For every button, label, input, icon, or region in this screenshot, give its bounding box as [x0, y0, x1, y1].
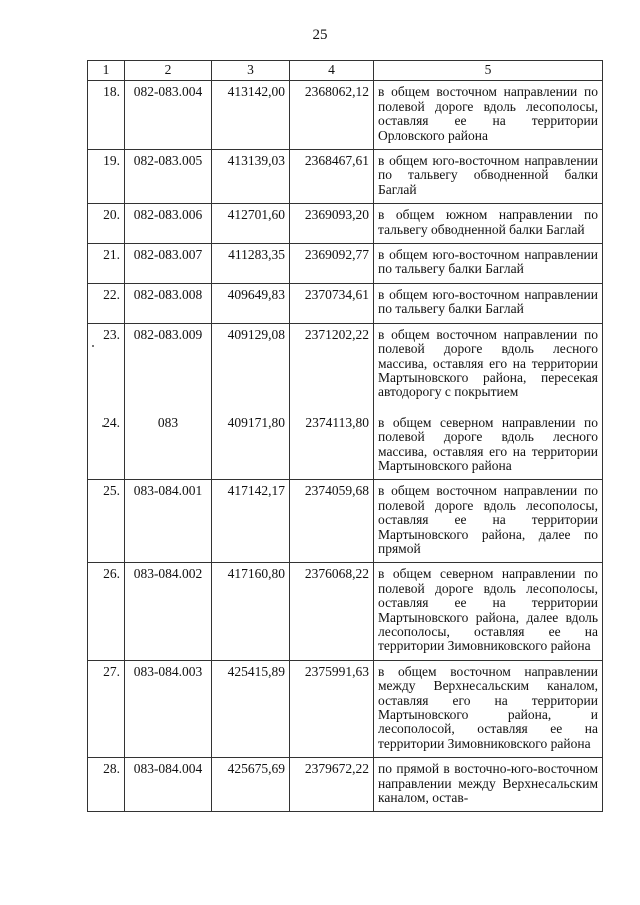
table-row: [88, 563, 603, 660]
row-number: 26.: [88, 563, 125, 660]
point-id: 082-083.009: [125, 323, 212, 412]
table-row: [88, 323, 603, 412]
x-coordinate: 425675,69: [212, 758, 290, 812]
y-coordinate: 2369092,77: [290, 244, 374, 284]
x-coordinate: 417160,80: [212, 563, 290, 660]
header-row: [88, 61, 603, 81]
x-coordinate: 409129,08: [212, 323, 290, 412]
row-number: 22.: [88, 283, 125, 323]
boundary-description: в общем юго-восточном направлении по тальвегу балки Баглай: [374, 244, 603, 284]
point-id: 082-083.004: [125, 81, 212, 150]
y-coordinate: 2369093,20: [290, 204, 374, 244]
header-cell: 4: [290, 61, 374, 81]
table-row: [88, 81, 603, 150]
y-coordinate: 2370734,61: [290, 283, 374, 323]
boundary-description: по прямой в восточно-юго-восточном направлении между Верхнесальским каналом, остав-: [374, 758, 603, 812]
x-coordinate: 413142,00: [212, 81, 290, 150]
y-coordinate: 2376068,22: [290, 563, 374, 660]
row-number: 18.: [88, 81, 125, 150]
point-id: 083-084.001: [125, 480, 212, 563]
row-number: 20.: [88, 204, 125, 244]
x-coordinate: 413139,03: [212, 150, 290, 204]
page-number: 25: [312, 27, 328, 43]
table-row: [88, 480, 603, 563]
row-number: 24.: [88, 412, 125, 480]
point-id: 082-083.005: [125, 150, 212, 204]
table-row: [88, 244, 603, 284]
point-id: 083: [125, 412, 212, 480]
point-id: 082-083.006: [125, 204, 212, 244]
y-coordinate: 2375991,63: [290, 660, 374, 757]
y-coordinate: 2374059,68: [290, 480, 374, 563]
header-cell: 2: [125, 61, 212, 81]
x-coordinate: 409171,80: [212, 412, 290, 480]
y-coordinate: 2368467,61: [290, 150, 374, 204]
boundary-description: в общем северном направлении по полевой дороге вдоль лесного массива, оставляя его на территории Мартыновского района: [374, 412, 603, 480]
row-number: 27.: [88, 660, 125, 757]
x-coordinate: 409649,83: [212, 283, 290, 323]
table-row: [88, 150, 603, 204]
row-number: 25.: [88, 480, 125, 563]
boundary-description: в общем восточном направлении по полевой дороге вдоль лесополосы, оставляя ее на территории Орловского района: [374, 81, 603, 150]
point-id: 083-084.002: [125, 563, 212, 660]
y-coordinate: 2379672,22: [290, 758, 374, 812]
x-coordinate: 411283,35: [212, 244, 290, 284]
boundary-description: в общем юго-восточном направлении по тальвегу балки Баглай: [374, 283, 603, 323]
row-number: 21.: [88, 244, 125, 284]
point-id: 083-084.003: [125, 660, 212, 757]
boundary-description: в общем северном направлении по полевой дороге вдоль лесополосы, оставляя ее на территории Мартыновского района, далее вдоль лесополосы, оставляя ее на территории Зимовниковского района: [374, 563, 603, 660]
table-row: [88, 758, 603, 812]
point-id: 083-084.004: [125, 758, 212, 812]
point-id: 082-083.007: [125, 244, 212, 284]
point-id: 082-083.008: [125, 283, 212, 323]
row-number: 28.: [88, 758, 125, 812]
x-coordinate: 425415,89: [212, 660, 290, 757]
table-row: [88, 204, 603, 244]
boundary-description: в общем восточном направлении по полевой дороге вдоль лесополосы, оставляя ее на территории Мартыновского района, далее по прямой: [374, 480, 603, 563]
header-cell: 3: [212, 61, 290, 81]
boundary-description: в общем южном направлении по тальвегу обводненной балки Баглай: [374, 204, 603, 244]
table-row: [88, 283, 603, 323]
boundary-description: в общем восточном направлении по полевой дороге вдоль лесного массива, оставляя его на территории Мартыновского района, пересекая автодорогу с покрытием: [374, 323, 603, 412]
y-coordinate: 2368062,12: [290, 81, 374, 150]
boundary-description: в общем восточном направлении между Верхнесальским каналом, оставляя его на территории Мартыновского района, и лесополосой, оставляя ее на территории Зимовниковского района: [374, 660, 603, 757]
header-cell: 1: [88, 61, 125, 81]
y-coordinate: 2371202,22: [290, 323, 374, 412]
boundary-description: в общем юго-восточном направлении по тальвегу обводненной балки Баглай: [374, 150, 603, 204]
coordinates-table: [87, 60, 603, 812]
table-row: [88, 412, 603, 480]
header-cell: 5: [374, 61, 603, 81]
y-coordinate: 2374113,80: [290, 412, 374, 480]
row-number: 23.: [88, 323, 125, 412]
table-row: [88, 660, 603, 757]
x-coordinate: 412701,60: [212, 204, 290, 244]
row-number: 19.: [88, 150, 125, 204]
x-coordinate: 417142,17: [212, 480, 290, 563]
